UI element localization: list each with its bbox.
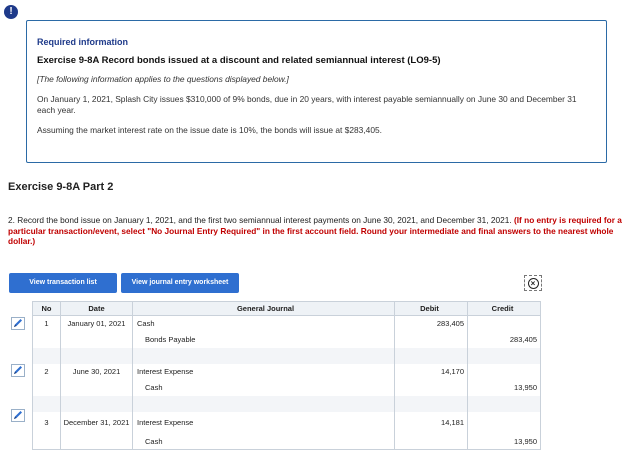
spacer-row [33, 396, 541, 412]
table-header-row [33, 302, 541, 316]
spacer-cell [33, 348, 61, 364]
entry-no [33, 434, 61, 450]
debit-cell: 14,170 [395, 364, 468, 380]
edit-entry-2-icon[interactable] [11, 364, 25, 377]
spacer-cell [33, 396, 61, 412]
spacer-cell [133, 396, 395, 412]
entry-date: January 01, 2021 [61, 316, 133, 332]
spacer-cell [468, 348, 541, 364]
credit-cell: 13,950 [468, 380, 541, 396]
spacer-cell [133, 348, 395, 364]
part-title: Exercise 9-8A Part 2 [8, 181, 114, 193]
table-row [33, 412, 541, 434]
account-cell: Cash [133, 380, 395, 396]
entry-no: 3 [33, 412, 61, 434]
account-cell: Interest Expense [133, 412, 395, 434]
spacer-row [33, 348, 541, 364]
edit-entry-3-icon[interactable] [11, 409, 25, 422]
entry-date: June 30, 2021 [61, 364, 133, 380]
entry-date [61, 380, 133, 396]
spacer-cell [61, 348, 133, 364]
account-cell: Cash [133, 434, 395, 450]
entry-date: December 31, 2021 [61, 412, 133, 434]
question-text [8, 215, 632, 247]
credit-cell [468, 364, 541, 380]
entry-no [33, 380, 61, 396]
account-cell: Interest Expense [133, 364, 395, 380]
close-icon: × [528, 278, 539, 289]
required-information-box [26, 20, 607, 163]
info-note: [The following information applies to the questions displayed below.] [37, 74, 289, 84]
info-paragraph-2: Assuming the market interest rate on the issue date is 10%, the bonds will issue at $283,405. [37, 125, 382, 135]
alert-icon: ! [4, 5, 18, 19]
spacer-cell [395, 348, 468, 364]
debit-cell: 14,181 [395, 412, 468, 434]
entry-date [61, 434, 133, 450]
question-instruction: (If no entry is required for a particular transaction/event, select "No Journal Entry Required" in the first account field. Round your intermediate and final answers to the nearest whole dollar.) [8, 215, 622, 246]
close-button[interactable] [524, 275, 542, 291]
entry-date [61, 332, 133, 348]
debit-cell [395, 332, 468, 348]
table-row [33, 380, 541, 396]
entry-no: 2 [33, 364, 61, 380]
table-row [33, 316, 541, 332]
debit-cell [395, 434, 468, 450]
debit-cell: 283,405 [395, 316, 468, 332]
edit-entry-1-icon[interactable] [11, 317, 25, 330]
credit-cell [468, 316, 541, 332]
spacer-cell [395, 396, 468, 412]
header-date: Date [61, 302, 133, 316]
required-info-heading: Required information [37, 37, 129, 47]
entry-no [33, 332, 61, 348]
header-general-journal: General Journal [133, 302, 395, 316]
credit-cell: 13,950 [468, 434, 541, 450]
table-row [33, 434, 541, 450]
credit-cell: 283,405 [468, 332, 541, 348]
entry-no: 1 [33, 316, 61, 332]
view-journal-entry-worksheet-button[interactable]: View journal entry worksheet [121, 273, 239, 293]
debit-cell [395, 380, 468, 396]
spacer-cell [61, 396, 133, 412]
spacer-cell [468, 396, 541, 412]
credit-cell [468, 412, 541, 434]
exercise-title: Exercise 9-8A Record bonds issued at a discount and related semiannual interest (LO9-5) [37, 55, 441, 66]
view-transaction-list-button[interactable]: View transaction list [9, 273, 117, 293]
account-cell: Bonds Payable [133, 332, 395, 348]
header-credit: Credit [468, 302, 541, 316]
question-body: 2. Record the bond issue on January 1, 2021, and the first two semiannual interest payments on June 30, 2021, and December 31, 2021. [8, 215, 512, 225]
table-row [33, 332, 541, 348]
info-paragraph-1: On January 1, 2021, Splash City issues $310,000 of 9% bonds, due in 20 years, with interest payable semiannually on June 30 and December 31 each year. [37, 94, 577, 115]
table-row [33, 364, 541, 380]
general-journal-table [32, 301, 541, 450]
header-debit: Debit [395, 302, 468, 316]
account-cell: Cash [133, 316, 395, 332]
header-no: No [33, 302, 61, 316]
